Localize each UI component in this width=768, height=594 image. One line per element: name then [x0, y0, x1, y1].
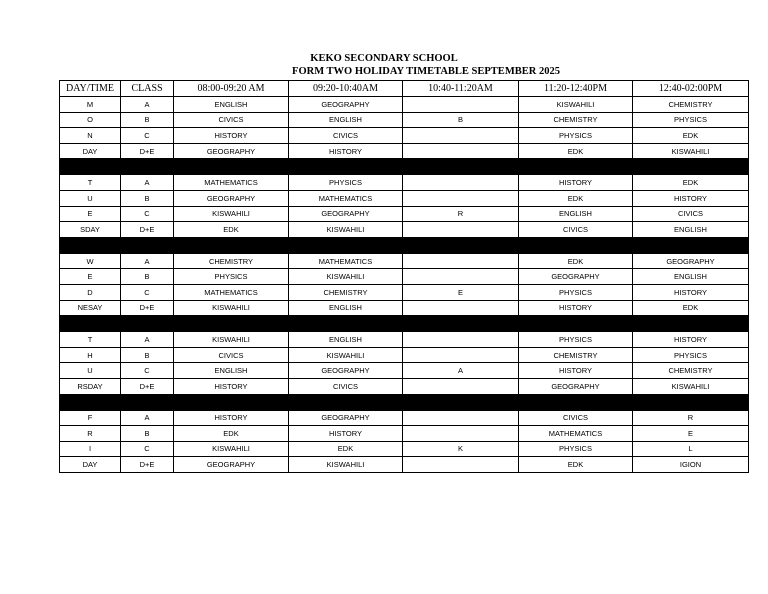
day-cell: I [60, 441, 121, 457]
subject-cell: EDK [519, 143, 633, 159]
class-cell: B [121, 347, 174, 363]
day-cell: SDAY [60, 222, 121, 238]
column-header: 10:40-11:20AM [403, 81, 519, 97]
subject-cell: EDK [174, 426, 289, 442]
table-row [60, 128, 749, 144]
day-cell: F [60, 410, 121, 426]
day-cell: DAY [60, 457, 121, 473]
subject-cell: HISTORY [633, 190, 749, 206]
subject-cell: KISWAHILI [289, 222, 403, 238]
table-row [60, 410, 749, 426]
subject-cell: GEOGRAPHY [289, 410, 403, 426]
class-cell: C [121, 284, 174, 300]
timetable [59, 80, 749, 473]
table-row [60, 300, 749, 316]
day-cell: DAY [60, 143, 121, 159]
subject-cell: HISTORY [174, 128, 289, 144]
subject-cell: CIVICS [174, 112, 289, 128]
table-row [60, 378, 749, 394]
class-cell: D+E [121, 457, 174, 473]
subject-cell: MATHEMATICS [174, 284, 289, 300]
subject-cell: K [403, 441, 519, 457]
subject-cell: KISWAHILI [633, 378, 749, 394]
subject-cell: KISWAHILI [519, 97, 633, 113]
class-cell: A [121, 332, 174, 348]
subject-cell: PHYSICS [519, 128, 633, 144]
subject-cell: A [403, 363, 519, 379]
timetable-body [60, 97, 749, 473]
subject-cell: GEOGRAPHY [519, 378, 633, 394]
subject-cell: B [403, 112, 519, 128]
table-row [60, 347, 749, 363]
day-cell: O [60, 112, 121, 128]
subject-cell: KISWAHILI [289, 457, 403, 473]
subject-cell: KISWAHILI [174, 206, 289, 222]
subject-cell: CIVICS [633, 206, 749, 222]
day-cell: E [60, 269, 121, 285]
subject-cell: ENGLISH [633, 269, 749, 285]
subject-cell: ENGLISH [289, 112, 403, 128]
subject-cell [403, 143, 519, 159]
subject-cell: EDK [633, 300, 749, 316]
day-cell: M [60, 97, 121, 113]
subject-cell: MATHEMATICS [519, 426, 633, 442]
class-cell: D+E [121, 378, 174, 394]
subject-cell: GEOGRAPHY [174, 457, 289, 473]
subject-cell: CHEMISTRY [174, 253, 289, 269]
subject-cell [403, 332, 519, 348]
subject-cell: E [633, 426, 749, 442]
table-row [60, 190, 749, 206]
header-row [60, 81, 749, 97]
class-cell: B [121, 269, 174, 285]
subject-cell [403, 426, 519, 442]
column-header: 09:20-10:40AM [289, 81, 403, 97]
subject-cell: GEOGRAPHY [289, 363, 403, 379]
subject-cell: IGION [633, 457, 749, 473]
subject-cell: MATHEMATICS [174, 175, 289, 191]
class-cell: D+E [121, 143, 174, 159]
class-cell: B [121, 190, 174, 206]
day-separator [60, 237, 749, 253]
subject-cell: HISTORY [289, 426, 403, 442]
subject-cell: CHEMISTRY [519, 112, 633, 128]
table-row [60, 206, 749, 222]
subject-cell: MATHEMATICS [289, 190, 403, 206]
subject-cell: CHEMISTRY [633, 97, 749, 113]
subject-cell: KISWAHILI [289, 347, 403, 363]
subject-cell: CIVICS [289, 378, 403, 394]
subject-cell: GEOGRAPHY [289, 97, 403, 113]
subject-cell: EDK [174, 222, 289, 238]
separator-bar [60, 316, 749, 332]
subject-cell: PHYSICS [633, 347, 749, 363]
table-row [60, 143, 749, 159]
column-header: 08:00-09:20 AM [174, 81, 289, 97]
subject-cell: KISWAHILI [174, 332, 289, 348]
table-row [60, 97, 749, 113]
class-cell: D+E [121, 300, 174, 316]
subject-cell: PHYSICS [519, 332, 633, 348]
school-name: KEKO SECONDARY SCHOOL [310, 53, 458, 64]
separator-bar [60, 237, 749, 253]
subject-cell: HISTORY [174, 378, 289, 394]
day-separator [60, 394, 749, 410]
subject-cell: GEOGRAPHY [174, 190, 289, 206]
subject-cell [403, 410, 519, 426]
subject-cell: CHEMISTRY [289, 284, 403, 300]
subject-cell: EDK [519, 457, 633, 473]
subject-cell: EDK [519, 190, 633, 206]
table-row [60, 269, 749, 285]
subject-cell [403, 175, 519, 191]
subject-cell: HISTORY [174, 410, 289, 426]
subject-cell: R [633, 410, 749, 426]
day-cell: N [60, 128, 121, 144]
table-row [60, 112, 749, 128]
table-row [60, 253, 749, 269]
subject-cell: CIVICS [519, 222, 633, 238]
day-cell: D [60, 284, 121, 300]
table-row [60, 426, 749, 442]
class-cell: C [121, 441, 174, 457]
day-cell: U [60, 363, 121, 379]
table-row [60, 175, 749, 191]
day-cell: T [60, 175, 121, 191]
subject-cell: PHYSICS [519, 441, 633, 457]
class-cell: D+E [121, 222, 174, 238]
subject-cell: CHEMISTRY [519, 347, 633, 363]
subject-cell: KISWAHILI [174, 441, 289, 457]
column-header: 12:40-02:00PM [633, 81, 749, 97]
subject-cell [403, 347, 519, 363]
subject-cell: KISWAHILI [289, 269, 403, 285]
class-cell: B [121, 112, 174, 128]
class-cell: A [121, 175, 174, 191]
day-cell: E [60, 206, 121, 222]
subject-cell: EDK [519, 253, 633, 269]
subject-cell [403, 190, 519, 206]
subject-cell: ENGLISH [174, 97, 289, 113]
class-cell: C [121, 363, 174, 379]
day-cell: RSDAY [60, 378, 121, 394]
subject-cell: E [403, 284, 519, 300]
subject-cell: HISTORY [289, 143, 403, 159]
subject-cell: ENGLISH [519, 206, 633, 222]
class-cell: C [121, 206, 174, 222]
subject-cell [403, 457, 519, 473]
subject-cell: CIVICS [174, 347, 289, 363]
class-cell: A [121, 97, 174, 113]
subject-cell: CIVICS [289, 128, 403, 144]
subject-cell: EDK [633, 128, 749, 144]
subject-cell: CHEMISTRY [633, 363, 749, 379]
subject-cell: HISTORY [519, 300, 633, 316]
separator-bar [60, 159, 749, 175]
subject-cell [403, 378, 519, 394]
separator-bar [60, 394, 749, 410]
class-cell: C [121, 128, 174, 144]
day-cell: U [60, 190, 121, 206]
class-cell: A [121, 410, 174, 426]
day-separator [60, 316, 749, 332]
subject-cell: EDK [289, 441, 403, 457]
subject-cell: KISWAHILI [633, 143, 749, 159]
table-row [60, 457, 749, 473]
subject-cell: PHYSICS [289, 175, 403, 191]
subject-cell: GEOGRAPHY [633, 253, 749, 269]
table-row [60, 363, 749, 379]
class-cell: B [121, 426, 174, 442]
table-row [60, 284, 749, 300]
subject-cell: MATHEMATICS [289, 253, 403, 269]
subject-cell [403, 97, 519, 113]
subject-cell [403, 253, 519, 269]
timetable-subtitle: FORM TWO HOLIDAY TIMETABLE SEPTEMBER 2025 [292, 66, 560, 77]
subject-cell: HISTORY [633, 284, 749, 300]
subject-cell: HISTORY [633, 332, 749, 348]
subject-cell: ENGLISH [289, 332, 403, 348]
subject-cell [403, 128, 519, 144]
subject-cell: EDK [633, 175, 749, 191]
column-header: DAY/TIME [60, 81, 121, 97]
subject-cell: ENGLISH [633, 222, 749, 238]
table-row [60, 441, 749, 457]
subject-cell: ENGLISH [174, 363, 289, 379]
day-cell: NESAY [60, 300, 121, 316]
day-cell: R [60, 426, 121, 442]
subject-cell: GEOGRAPHY [174, 143, 289, 159]
subject-cell: R [403, 206, 519, 222]
subject-cell: PHYSICS [174, 269, 289, 285]
subject-cell: GEOGRAPHY [519, 269, 633, 285]
subject-cell: PHYSICS [519, 284, 633, 300]
day-cell: T [60, 332, 121, 348]
subject-cell: PHYSICS [633, 112, 749, 128]
class-cell: A [121, 253, 174, 269]
table-row [60, 222, 749, 238]
subject-cell: L [633, 441, 749, 457]
column-header: 11:20-12:40PM [519, 81, 633, 97]
subject-cell [403, 300, 519, 316]
subject-cell [403, 269, 519, 285]
subject-cell: KISWAHILI [174, 300, 289, 316]
subject-cell: ENGLISH [289, 300, 403, 316]
column-header: CLASS [121, 81, 174, 97]
subject-cell [403, 222, 519, 238]
day-separator [60, 159, 749, 175]
subject-cell: CIVICS [519, 410, 633, 426]
table-row [60, 332, 749, 348]
day-cell: W [60, 253, 121, 269]
subject-cell: HISTORY [519, 175, 633, 191]
subject-cell: HISTORY [519, 363, 633, 379]
day-cell: H [60, 347, 121, 363]
subject-cell: GEOGRAPHY [289, 206, 403, 222]
